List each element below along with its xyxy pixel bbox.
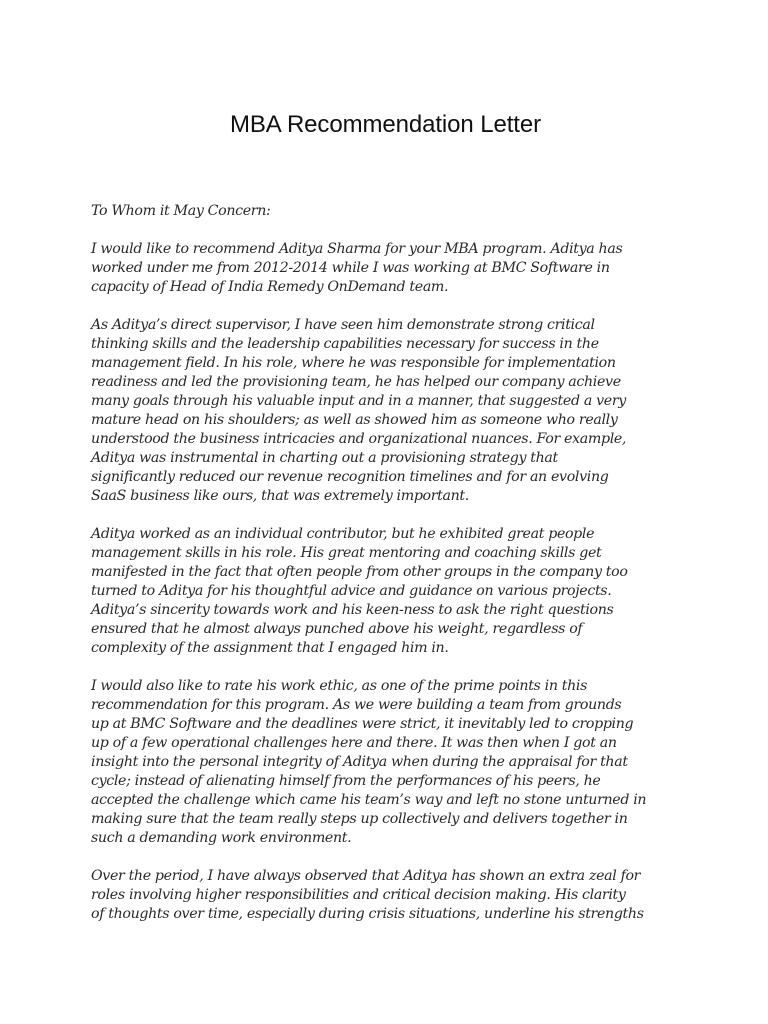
paragraph-line: management skills in his role. His great mentoring and coaching skills get	[91, 545, 602, 561]
paragraph-line: up at BMC Software and the deadlines were strict, it inevitably led to cropping	[91, 716, 634, 732]
letter-body	[91, 202, 680, 924]
paragraph-line: roles involving higher responsibilities and critical decision making. His clarity	[91, 887, 626, 903]
paragraph-line: mature head on his shoulders; as well as showed him as someone who really	[91, 412, 618, 428]
body-paragraph	[91, 316, 680, 506]
body-paragraph	[91, 867, 680, 924]
paragraph-line: worked under me from 2012-2014 while I was working at BMC Software in	[91, 260, 610, 276]
paragraph-line: such a demanding work environment.	[91, 830, 352, 846]
paragraph-line: many goals through his valuable input and in a manner, that suggested a very	[91, 393, 626, 409]
letter-title: MBA Recommendation Letter	[230, 111, 541, 138]
salutation: To Whom it May Concern:	[91, 203, 271, 219]
body-paragraph	[91, 525, 680, 658]
paragraph-line: Over the period, I have always observed that Aditya has shown an extra zeal for	[91, 868, 641, 884]
paragraph-line: Aditya’s sincerity towards work and his keen-ness to ask the right questions	[91, 602, 614, 618]
paragraph-line: understood the business intricacies and organizational nuances. For example,	[91, 431, 627, 447]
paragraph-line: recommendation for this program. As we were building a team from grounds	[91, 697, 622, 713]
paragraph-line: Aditya was instrumental in charting out a provisioning strategy that	[91, 450, 558, 466]
body-paragraph	[91, 677, 680, 848]
paragraph-line: management field. In his role, where he was responsible for implementation	[91, 355, 616, 371]
paragraph-line: I would like to recommend Aditya Sharma for your MBA program. Aditya has	[91, 241, 623, 257]
paragraph-line: SaaS business like ours, that was extremely important.	[91, 488, 469, 504]
letter-paragraphs	[91, 240, 680, 924]
paragraph-line: accepted the challenge which came his team’s way and left no stone unturned in	[91, 792, 647, 808]
paragraph-line: ensured that he almost always punched above his weight, regardless of	[91, 621, 583, 637]
paragraph-line: cycle; instead of alienating himself from the performances of his peers, he	[91, 773, 601, 789]
paragraph-line: making sure that the team really steps up collectively and delivers together in	[91, 811, 628, 827]
paragraph-line: readiness and led the provisioning team, he has helped our company achieve	[91, 374, 621, 390]
paragraph-line: capacity of Head of India Remedy OnDemand team.	[91, 279, 449, 295]
paragraph-line: I would also like to rate his work ethic, as one of the prime points in this	[91, 678, 588, 694]
paragraph-line: of thoughts over time, especially during crisis situations, underline his strengths	[91, 906, 644, 922]
paragraph-line: manifested in the fact that often people from other groups in the company too	[91, 564, 628, 580]
paragraph-line: insight into the personal integrity of Aditya when during the appraisal for that	[91, 754, 628, 770]
body-paragraph	[91, 240, 680, 297]
paragraph-line: Aditya worked as an individual contributor, but he exhibited great people	[91, 526, 595, 542]
paragraph-line: As Aditya’s direct supervisor, I have seen him demonstrate strong critical	[91, 317, 595, 333]
paragraph-line: thinking skills and the leadership capabilities necessary for success in the	[91, 336, 599, 352]
paragraph-line: up of a few operational challenges here and there. It was then when I got an	[91, 735, 617, 751]
paragraph-line: significantly reduced our revenue recognition timelines and for an evolving	[91, 469, 609, 485]
paragraph-line: turned to Aditya for his thoughtful advice and guidance on various projects.	[91, 583, 612, 599]
paragraph-line: complexity of the assignment that I engaged him in.	[91, 640, 449, 656]
